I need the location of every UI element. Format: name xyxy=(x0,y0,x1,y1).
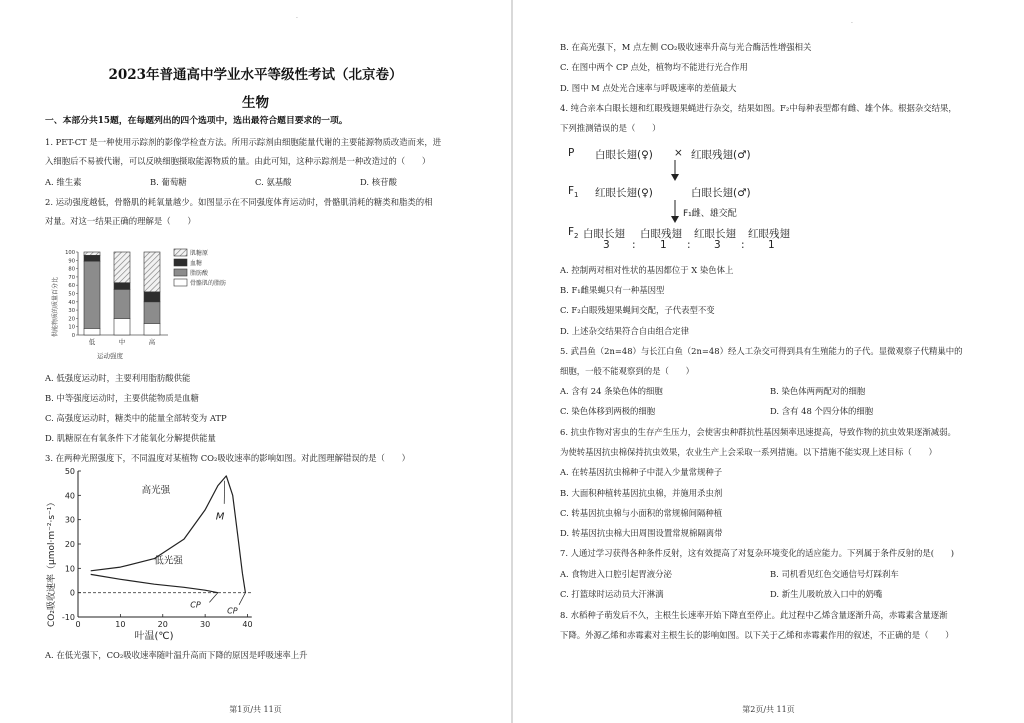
q2-stacked-bar-chart xyxy=(50,244,250,362)
cross-f1-mating: F₁雌、雄交配 xyxy=(683,209,737,219)
cross-f2-label: $F_2$ xyxy=(568,226,579,241)
page-1 xyxy=(0,0,511,723)
line-chart-x-tick-label: 40 xyxy=(242,620,253,629)
cross-f2-ratio: 3 xyxy=(603,239,610,251)
line-chart-y-tick-label: 20 xyxy=(64,540,75,549)
bar-chart-legend xyxy=(174,249,226,287)
bar-chart-y-tick-label: 20 xyxy=(68,316,75,323)
line-chart-x-tick-label: 30 xyxy=(200,620,211,629)
page-mark: . xyxy=(296,13,298,20)
cross-f2-ratio: 3 xyxy=(714,239,721,251)
q2-stem-line2: 对量。对这一结果正确的理解是（ ） xyxy=(45,216,196,226)
q6-option-a: A. 在转基因抗虫棉种子中混入少量常规种子 xyxy=(560,467,723,477)
cross-f2-phenotype: 红眼长翅 xyxy=(694,228,736,240)
bar-chart-y-tick-label: 80 xyxy=(68,266,75,273)
bar-chart-y-tick-label: 0 xyxy=(71,333,75,339)
annotation-cp-low: CP xyxy=(190,600,201,610)
bar-chart-ylabel: 供能物质的质量百分比 xyxy=(52,276,59,337)
bar-chart-x-tick-label: 高 xyxy=(148,338,156,346)
q1-option-c: C. 氨基酸 xyxy=(255,177,292,187)
bar-chart-x-ticks xyxy=(89,337,156,346)
q1-option-b: B. 葡萄糖 xyxy=(150,177,187,187)
page-1-footer: 第1页/共 11页 xyxy=(229,705,282,714)
bar-chart-y-tick-label: 50 xyxy=(68,291,75,298)
cross-ratio-colon: : xyxy=(741,239,745,251)
line-chart-y-tick-label: -10 xyxy=(61,613,75,622)
legend-label: 血糖 xyxy=(190,260,203,267)
q6-stem-line2: 为使转基因抗虫棉保持抗虫效果，农业生产上会采取一系列措施。以下措施不能实现上述目标（ ） xyxy=(560,447,937,457)
genetic-cross-diagram xyxy=(563,140,803,255)
line-chart-x-tick-label: 0 xyxy=(75,620,81,629)
bar-segment xyxy=(84,261,100,328)
legend-swatch xyxy=(174,249,187,256)
q1-option-a: A. 维生素 xyxy=(45,177,82,187)
bar-chart-y-tick-label: 10 xyxy=(68,324,75,331)
exam-title: 2023年普通高中学业水平等级性考试（北京卷） xyxy=(108,67,403,83)
annotation-leader xyxy=(209,593,217,603)
q5-stem-line1: 5. 武昌鱼（2n=48）与长江白鱼（2n=48）经人工杂交可得到具有生殖能力的子代。显微观察子代精巢中的 xyxy=(560,346,963,356)
down-arrow-icon xyxy=(665,200,685,224)
q7-stem: 7. 人通过学习获得各种条件反射，这有效提高了对复杂环境变化的适应能力。下列属于条件反射的是( ) xyxy=(560,548,955,558)
bar-chart-y-tick-label: 60 xyxy=(68,283,75,290)
cross-p-label: P xyxy=(568,147,575,159)
legend-swatch xyxy=(174,279,187,286)
q4-stem-line1: 4. 纯合亲本白眼长翅和红眼残翅果蝇进行杂交，结果如图。F₂中每种表型都有雌、雄个体。根据杂交结果， xyxy=(560,103,957,113)
bar-chart-y-tick-label: 100 xyxy=(65,250,75,256)
bar-segment xyxy=(144,292,160,302)
q7-option-d: D. 新生儿吸吮放入口中的奶嘴 xyxy=(770,589,883,599)
bar-chart-xlabel: 运动强度 xyxy=(97,352,123,360)
q3-line-chart xyxy=(42,467,257,642)
page-mark: . xyxy=(851,18,853,25)
legend-label: 脂肪酸 xyxy=(190,270,209,277)
q5-option-c: C. 染色体移到两极的细胞 xyxy=(560,406,656,416)
legend-label: 骨骼肌的脂肪 xyxy=(190,280,227,287)
bar-segment xyxy=(144,302,160,324)
q8-stem-line2: 下降。外源乙烯和赤霉素对主根生长的影响如图。以下关于乙烯和赤霉素作用的叙述，不正确的是（ ） xyxy=(560,630,954,640)
bar-segment xyxy=(114,318,130,335)
line-chart-y-tick-label: 40 xyxy=(64,491,75,501)
q2-stem-line1: 2. 运动强度越低，骨骼肌的耗氧量越少。如图显示在不同强度体育运动时，骨骼肌消耗的糖类和脂类的相 xyxy=(45,197,433,207)
q2-option-c: C. 高强度运动时，糖类中的能量全部转变为 ATP xyxy=(45,413,227,423)
q5-option-b: B. 染色体两两配对的细胞 xyxy=(770,386,866,396)
line-chart-xlabel: 叶温(℃) xyxy=(134,631,174,642)
q4-option-b: B. F₁雌果蝇只有一种基因型 xyxy=(560,285,665,295)
line-chart-x-tick-label: 10 xyxy=(115,620,126,629)
annotation-high-light: 高光强 xyxy=(141,484,171,496)
q6-option-c: C. 转基因抗虫棉与小面积的常规棉间隔种植 xyxy=(560,508,723,518)
q3-stem: 3. 在两种光照强度下，不同温度对某植物 CO₂吸收速率的影响如图。对此图理解错误的是（ ） xyxy=(45,453,410,463)
q2-option-d: D. 肌糖原在有氧条件下才能氧化分解提供能量 xyxy=(45,433,216,443)
series-line xyxy=(91,574,218,592)
bar-segment xyxy=(144,252,160,292)
cross-f2-phenotype: 白眼长翅 xyxy=(583,228,625,240)
cross-p-female: 白眼长翅(♀) xyxy=(595,149,653,161)
cross-f2-phenotype: 红眼残翅 xyxy=(748,228,790,240)
q5-stem-line2: 细胞，一般不能观察到的是（ ） xyxy=(560,366,694,376)
cross-f1-male: 白眼长翅(♂) xyxy=(691,187,751,199)
cross-ratio-colon: : xyxy=(632,239,636,251)
q6-option-b: B. 大面积种植转基因抗虫棉，并施用杀虫剂 xyxy=(560,488,723,498)
section-header: 一、本部分共15题，在每题列出的四个选项中，选出最符合题目要求的一项。 xyxy=(45,116,348,126)
q1-stem-line1: 1. PET-CT 是一种使用示踪剂的影像学检查方法。所用示踪剂由细胞能量代谢的主要能源物质改造而来，进 xyxy=(45,137,442,147)
down-arrow-icon xyxy=(665,160,685,182)
legend-label: 肌糖原 xyxy=(190,250,209,257)
bar-segment xyxy=(114,283,130,290)
cross-ratio-colon: : xyxy=(687,239,691,251)
annotation-m-point: M xyxy=(215,511,225,523)
bar-segment xyxy=(84,328,100,335)
line-chart-ylabel: CO₂吸收速率（μmol·m⁻²·s⁻¹） xyxy=(47,497,57,627)
bar-chart-x-tick-label: 低 xyxy=(88,338,96,346)
bar-chart-bars xyxy=(84,252,160,335)
q3-option-c: C. 在图中两个 CP 点处，植物均不能进行光合作用 xyxy=(560,62,748,72)
cross-p-male: 红眼残翅(♂) xyxy=(691,149,751,161)
cross-f1-label: $F_1$ xyxy=(568,185,579,200)
q7-option-c: C. 打篮球时运动员大汗淋漓 xyxy=(560,589,664,599)
bar-chart-x-tick-label: 中 xyxy=(118,338,126,346)
line-chart-y-tick-label: 50 xyxy=(64,467,75,476)
q5-option-d: D. 含有 48 个四分体的细胞 xyxy=(770,406,874,416)
cross-f2-phenotype: 白眼残翅 xyxy=(640,228,682,240)
line-chart-x-tick-label: 20 xyxy=(157,620,168,629)
bar-segment xyxy=(114,252,130,283)
line-chart-y-tick-label: 10 xyxy=(64,564,75,574)
cross-times: × xyxy=(674,147,683,159)
legend-swatch xyxy=(174,269,187,276)
q2-option-b: B. 中等强度运动时，主要供能物质是血糖 xyxy=(45,393,199,403)
q4-option-c: C. F₂白眼残翅果蝇间交配，子代表型不变 xyxy=(560,305,715,315)
bar-chart-y-tick-label: 90 xyxy=(68,258,75,265)
bar-chart-y-tick-label: 70 xyxy=(68,274,75,281)
q6-option-d: D. 转基因抗虫棉大田周围设置常规棉隔离带 xyxy=(560,528,723,538)
q3-option-b: B. 在高光强下，M 点左侧 CO₂吸收速率升高与光合酶活性增强相关 xyxy=(560,42,812,52)
line-chart-y-tick-label: 30 xyxy=(64,515,75,525)
subject-title: 生物 xyxy=(242,95,269,111)
annotation-low-light: 低光强 xyxy=(154,555,183,567)
q3-option-d: D. 图中 M 点处光合速率与呼吸速率的差值最大 xyxy=(560,83,737,93)
q4-option-a: A. 控制两对相对性状的基因都位于 X 染色体上 xyxy=(560,265,734,275)
q4-stem-line2: 下列推测错误的是（ ） xyxy=(560,123,661,133)
cross-f1-female: 红眼长翅(♀) xyxy=(595,187,653,199)
line-chart-y-tick-label: 0 xyxy=(69,588,75,598)
bar-chart-y-tick-label: 30 xyxy=(68,308,75,315)
page-2 xyxy=(513,0,1024,723)
q3-option-a: A. 在低光强下，CO₂吸收速率随叶温升高而下降的原因是呼吸速率上升 xyxy=(45,650,308,660)
q4-option-d: D. 上述杂交结果符合自由组合定律 xyxy=(560,326,689,336)
bar-chart-y-tick-label: 40 xyxy=(68,299,75,306)
page-2-footer: 第2页/共 11页 xyxy=(742,705,795,714)
line-chart-annotations xyxy=(142,481,246,616)
q2-option-a: A. 低强度运动时，主要利用脂肪酸供能 xyxy=(45,373,191,383)
q1-stem-line2: 入细胞后不易被代谢，可以反映细胞摄取能源物质的量。由此可知，这种示踪剂是一种改造过的（ ） xyxy=(45,156,431,166)
bar-segment xyxy=(114,289,130,318)
annotation-cp-high: CP xyxy=(227,606,238,616)
cross-f2-ratio: 1 xyxy=(660,239,667,251)
bar-segment xyxy=(144,323,160,335)
bar-segment xyxy=(84,252,100,255)
q7-option-a: A. 食物进入口腔引起胃液分泌 xyxy=(560,569,672,579)
legend-swatch xyxy=(174,259,187,266)
cross-f2-ratio: 1 xyxy=(768,239,775,251)
q6-stem-line1: 6. 抗虫作物对害虫的生存产生压力，会使害虫种群抗性基因频率迅速提高，导致作物的抗虫效果逐渐减弱。 xyxy=(560,427,956,437)
annotation-leader xyxy=(239,593,245,605)
q7-option-b: B. 司机看见红色交通信号灯踩刹车 xyxy=(770,569,899,579)
q1-option-d: D. 核苷酸 xyxy=(360,177,397,187)
q5-option-a: A. 含有 24 条染色体的细胞 xyxy=(560,386,663,396)
bar-segment xyxy=(84,255,100,261)
q8-stem-line1: 8. 水稻种子萌发后不久，主根生长速率开始下降直至停止。此过程中乙烯含量逐渐升高，赤霉素含量逐渐 xyxy=(560,610,948,620)
